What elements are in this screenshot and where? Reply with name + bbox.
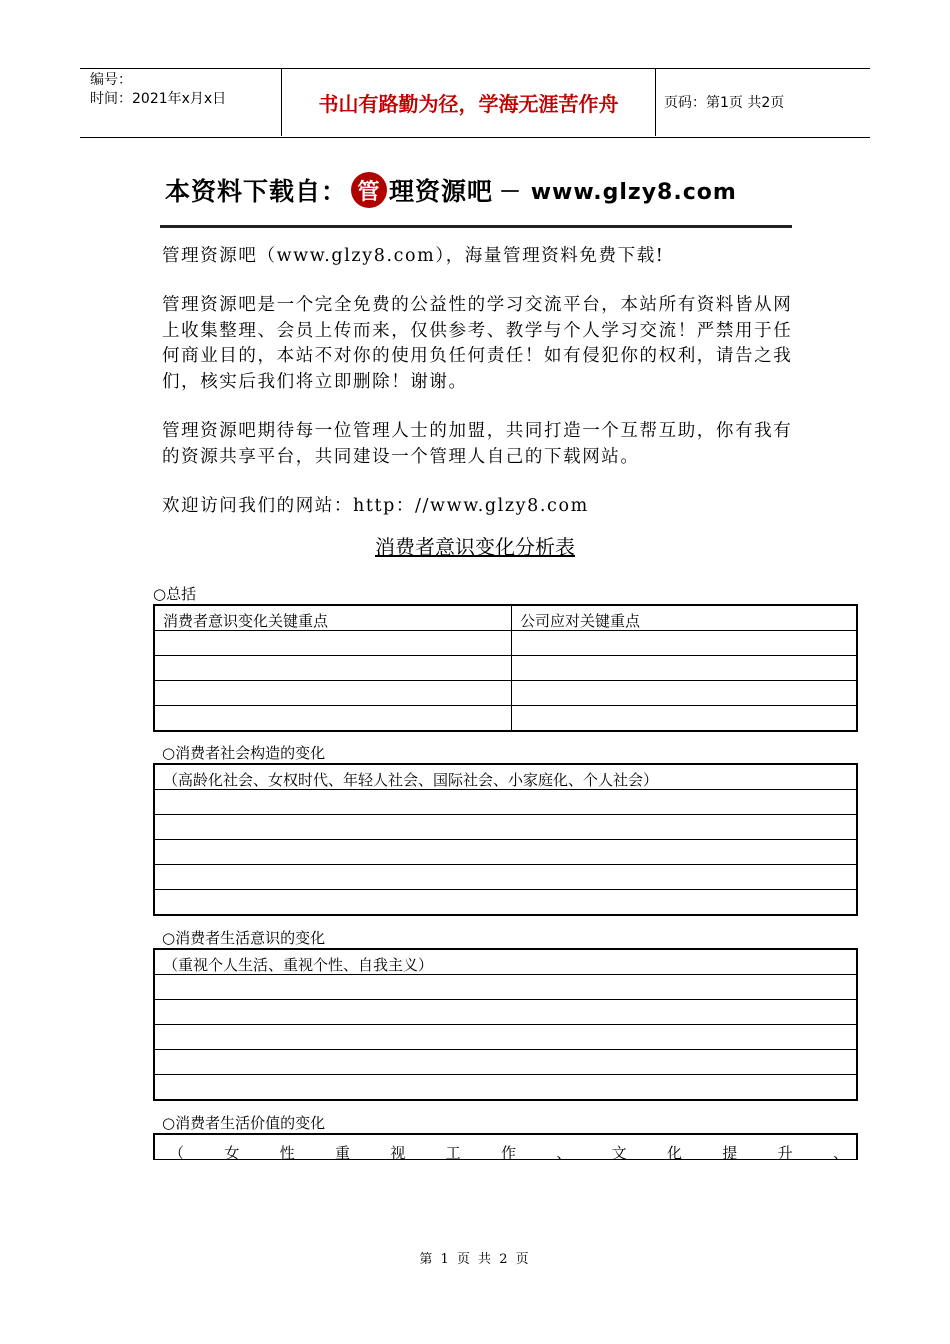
notice-paragraph-3: 管理资源吧期待每一位管理人士的加盟，共同打造一个互帮互助，你有我有的资源共享平台，共同建设一个管理人自己的下载网站。 [162, 421, 793, 467]
header-date: 时间：2021年x月x日 [90, 91, 227, 107]
table-row [154, 1000, 857, 1025]
header-page-number: 页码：第1页 共2页 [664, 95, 785, 111]
summary-table [153, 604, 858, 732]
banner-site-name: 理资源吧 [389, 177, 494, 206]
social-table [153, 763, 858, 916]
table-cell[interactable] [154, 1000, 857, 1025]
table-row [154, 1050, 857, 1075]
note-char: 作 [500, 1144, 516, 1162]
banner-prefix: 本资料下载自： [165, 177, 348, 206]
section-label-social: ○消费者社会构造的变化 [162, 744, 326, 762]
table-cell[interactable] [154, 631, 512, 656]
table-row [154, 631, 857, 656]
table-row [154, 1075, 857, 1101]
table-cell[interactable] [512, 706, 858, 732]
table-row [154, 1025, 857, 1050]
section-label-life-value: ○消费者生活价值的变化 [162, 1114, 326, 1132]
note-char: 提 [722, 1144, 738, 1162]
table-cell[interactable] [154, 840, 857, 865]
header-number: 编号： [90, 72, 132, 88]
note-char: 工 [445, 1144, 461, 1162]
note-char: 性 [279, 1144, 295, 1162]
note-char: 、 [832, 1144, 848, 1162]
table-cell[interactable] [154, 1075, 857, 1101]
table-header-cell: 消费者意识变化关键重点 [154, 605, 512, 631]
banner-url: － www.glzy8.com [499, 179, 737, 205]
notice-paragraph-2: 管理资源吧是一个完全免费的公益性的学习交流平台，本站所有资料皆从网上收集整理、会员上传而来，仅供参考、教学与个人学习交流！严禁用于任何商业目的，本站不对你的使用负任何责任！如有侵犯你的权利，请告之我们，核实后我们将立即删除！谢谢。 [162, 295, 793, 392]
note-char: 升 [777, 1144, 793, 1162]
table-cell[interactable] [512, 681, 858, 706]
life-value-note [155, 1135, 856, 1162]
table-row [154, 840, 857, 865]
table-row [154, 890, 857, 916]
table-row [154, 605, 857, 631]
table-cell[interactable] [154, 681, 512, 706]
table-note-cell: （高龄化社会、女权时代、年轻人社会、国际社会、小家庭化、个人社会） [154, 764, 857, 790]
notice-paragraph-1: 管理资源吧（www.glzy8.com），海量管理资料免费下载! [162, 246, 665, 266]
table-row [154, 681, 857, 706]
table-cell[interactable] [154, 790, 857, 815]
header-motto: 书山有路勤为径，学海无涯苦作舟 [318, 92, 619, 116]
section-label-summary: ○总括 [153, 585, 197, 603]
table-row [154, 815, 857, 840]
table-row [154, 975, 857, 1000]
table-note-cell: （重视个人生活、重视个性、自我主义） [154, 949, 857, 975]
table-row [154, 790, 857, 815]
table-row [154, 706, 857, 732]
table-cell[interactable] [154, 706, 512, 732]
section-label-life-awareness: ○消费者生活意识的变化 [162, 929, 326, 947]
table-row [154, 865, 857, 890]
table-row [154, 949, 857, 975]
table-cell[interactable] [154, 1025, 857, 1050]
note-char: 化 [666, 1144, 682, 1162]
notice-paragraph-4: 欢迎访问我们的网站：http：//www.glzy8.com [162, 496, 589, 516]
document-title: 消费者意识变化分析表 [375, 535, 575, 559]
site-logo: 管 [351, 172, 387, 208]
table-header-cell: 公司应对关键重点 [512, 605, 858, 631]
header-divider [655, 68, 656, 136]
table-cell[interactable] [154, 865, 857, 890]
table-cell[interactable] [154, 890, 857, 916]
life-value-table [153, 1133, 858, 1160]
note-char: 文 [611, 1144, 627, 1162]
note-char: 、 [556, 1144, 572, 1162]
download-banner [165, 170, 737, 210]
table-cell[interactable] [154, 975, 857, 1000]
life-awareness-table [153, 948, 858, 1101]
page-footer: 第 1 页 共 2 页 [419, 1252, 531, 1267]
table-cell[interactable] [154, 815, 857, 840]
table-row [154, 656, 857, 681]
table-cell[interactable] [154, 1050, 857, 1075]
table-cell[interactable] [512, 656, 858, 681]
note-char: 重 [334, 1144, 350, 1162]
table-row [154, 764, 857, 790]
note-char: 视 [390, 1144, 406, 1162]
note-char: （ [169, 1144, 185, 1162]
note-char: 女 [224, 1144, 240, 1162]
banner-rule [160, 225, 792, 228]
table-cell[interactable] [512, 631, 858, 656]
table-cell[interactable] [154, 656, 512, 681]
